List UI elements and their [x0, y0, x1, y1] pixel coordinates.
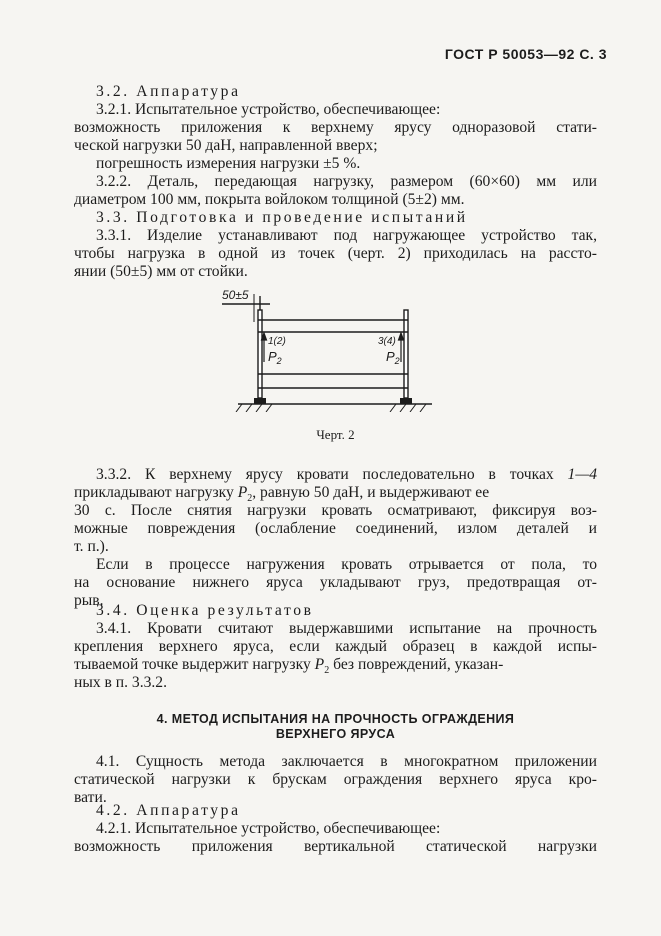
paragraph-3-2-1: 3.2.1. Испытательное устройство, обеспечивающее:	[96, 101, 441, 118]
paragraph-line: на основание нижнего яруса укладывают груз, предотвращая от-	[74, 574, 597, 591]
section-heading-3-4: 3.4. Оценка результатов	[96, 602, 314, 619]
paragraph-line: диаметром 100 мм, покрыта войлоком толщиной (5±2) мм.	[74, 191, 465, 208]
paragraph-4-1: 4.1. Сущность метода заключается в многократном приложении	[96, 753, 597, 770]
paragraph-4-2-1: 4.2.1. Испытательное устройство, обеспечивающее:	[96, 820, 441, 837]
paragraph-line: погрешность измерения нагрузки ±5 %.	[96, 155, 361, 172]
section-4-title-cont: ВЕРХНЕГО ЯРУСА	[275, 727, 396, 741]
paragraph-line: можные повреждения (ослабление соединений, излом деталей и	[74, 520, 597, 537]
paragraph-line: 30 с. После снятия нагрузки кровать осматривают, фиксируя воз-	[74, 502, 597, 519]
figure-caption: Черт. 2	[316, 427, 355, 442]
paragraph-line: ческой нагрузки 50 даН, направленной вверх;	[74, 137, 378, 154]
paragraph-line: янии (50±5) мм от стойки.	[74, 263, 248, 280]
section-heading-4-2: 4.2. Аппаратура	[96, 802, 241, 819]
paragraph-3-3-1: 3.3.1. Изделие устанавливают под нагружающее устройство так,	[96, 227, 597, 244]
paragraph-line: тываемой точке выдержит нагрузку $P_2$ без повреждений, указан-	[74, 656, 504, 677]
point-label-left: 1(2)	[268, 336, 286, 347]
paragraph-3-4-1: 3.4.1. Кровати считают выдержавшими испытание на прочность	[96, 620, 597, 637]
paragraph-3-2-2: 3.2.2. Деталь, передающая нагрузку, размером (60×60) мм или	[96, 173, 597, 190]
paragraph-line: Если в процессе нагружения кровать отрывается от пола, то	[96, 556, 597, 573]
paragraph-line: крепления верхнего яруса, если каждый образец в каждой испы-	[74, 638, 597, 655]
paragraph-line: статической нагрузки к брускам ограждения верхнего яруса кро-	[74, 771, 597, 788]
paragraph-line: вати.	[74, 789, 107, 806]
dimension-label: 50±5	[222, 288, 249, 302]
force-label-right: $P_2$	[386, 349, 400, 366]
section-4-title: 4. МЕТОД ИСПЫТАНИЯ НА ПРОЧНОСТЬ ОГРАЖДЕНИЯ	[156, 712, 515, 726]
paragraph-line: чтобы нагрузка в одной из точек (черт. 2) приходилась на рассто-	[74, 245, 597, 262]
force-label-left: $P_2$	[268, 349, 282, 366]
paragraph-line: ных в п. 3.3.2.	[74, 674, 168, 691]
bed-post-left	[258, 310, 262, 398]
point-label-right: 3(4)	[378, 336, 396, 347]
page-header: ГОСТ Р 50053—92 С. 3	[444, 46, 607, 62]
bunk-bed-figure	[200, 282, 450, 412]
section-heading-3-2: 3.2. Аппаратура	[96, 83, 241, 100]
paragraph-line: возможность приложения к верхнему ярусу одноразовой стати-	[74, 119, 597, 136]
bed-post-right	[404, 310, 408, 398]
paragraph-line: возможность приложения вертикальной статической нагрузки	[74, 838, 597, 855]
paragraph-line: рыв.	[74, 592, 104, 609]
paragraph-line: прикладывают нагрузку $P_2$, равную 50 даН, и выдерживают ее	[74, 484, 490, 505]
paragraph-3-3-2: 3.3.2. К верхнему ярусу кровати последовательно в точках 1—4	[96, 466, 597, 483]
bed-foot-left	[254, 398, 266, 404]
bed-foot-right	[400, 398, 412, 404]
paragraph-line: т. п.).	[74, 538, 109, 555]
section-heading-3-3: 3.3. Подготовка и проведение испытаний	[96, 209, 468, 226]
